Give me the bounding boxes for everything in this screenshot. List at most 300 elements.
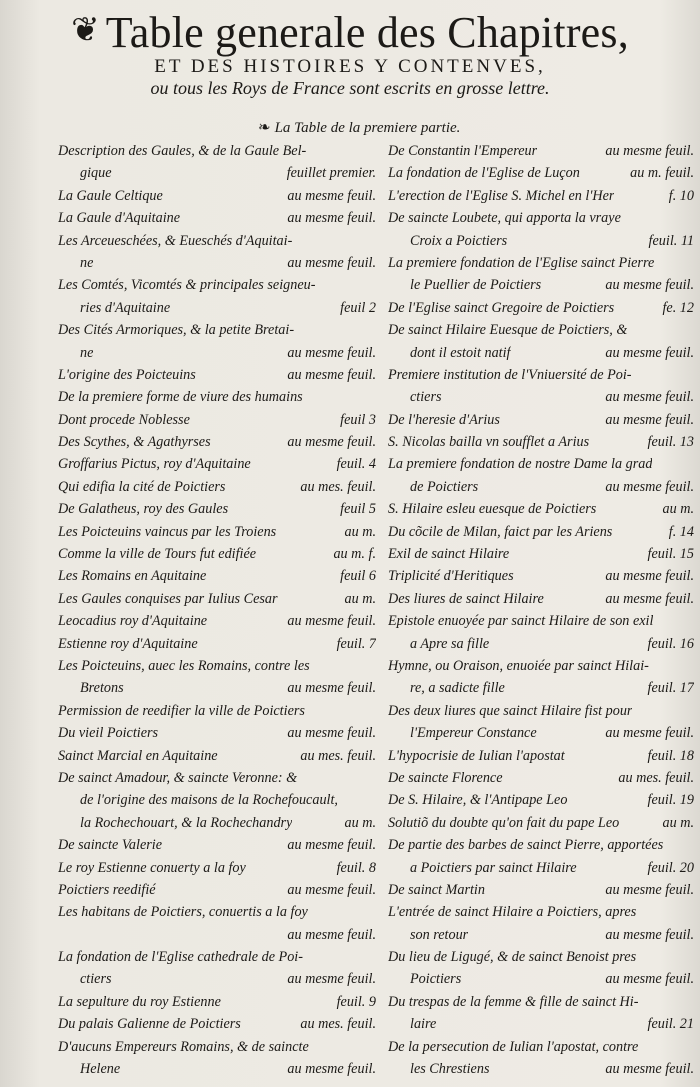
index-entry	[58, 565, 376, 587]
index-entry	[58, 879, 376, 901]
entry-folio-ref	[686, 901, 694, 923]
index-entry	[58, 364, 376, 386]
entry-line	[388, 252, 694, 274]
entry-line	[58, 1036, 376, 1058]
entry-text: De la premiere forme de viure des humains	[58, 389, 303, 406]
entry-folio-ref: feuil. 4	[336, 456, 376, 473]
entry-text: Sainct Marcial en Aquitaine	[58, 747, 218, 764]
index-entry	[388, 789, 694, 811]
entry-text: Les Romains en Aquitaine	[58, 568, 207, 585]
entry-line	[388, 476, 694, 498]
entry-text: Du cõcile de Milan, faict par les Ariens	[388, 523, 613, 540]
entry-line	[58, 185, 376, 207]
entry-text: Du lieu de Ligugé, & de sainct Benoist pres	[388, 949, 637, 966]
entry-folio-ref	[686, 700, 694, 722]
index-entry	[58, 834, 376, 856]
entry-line	[58, 409, 376, 431]
entry-line	[58, 476, 376, 498]
index-entry	[388, 252, 694, 297]
entry-text: La fondation de l'Eglise de Luçon	[388, 165, 580, 182]
entry-text: Hymne, ou Oraison, enuoiée par sainct Hilai-	[388, 657, 649, 674]
subtitle: ET DES HISTOIRES Y CONTENVES,	[154, 56, 546, 77]
entry-folio-ref: au m.	[344, 590, 376, 607]
entry-text: ctiers	[410, 389, 442, 406]
entry-folio-ref	[368, 789, 376, 811]
index-entry	[58, 610, 376, 632]
index-entry	[58, 1036, 376, 1081]
entry-text: D'aucuns Empereurs Romains, & de saincte	[58, 1038, 309, 1055]
entry-folio-ref: feuil. 9	[336, 993, 376, 1010]
entry-line	[58, 431, 376, 453]
entry-line	[58, 162, 376, 184]
entry-folio-ref: au mesme feuil.	[287, 971, 376, 988]
entry-text: Du trespas de la femme & fille de sainct Hi-	[388, 993, 639, 1010]
entry-text: De Constantin l'Empereur	[388, 143, 538, 159]
entry-folio-ref: au mesme feuil.	[287, 1061, 376, 1078]
entry-line	[58, 565, 376, 587]
index-entry	[58, 767, 376, 834]
entry-line	[388, 901, 694, 923]
index-entry	[388, 1036, 694, 1081]
index-entry	[388, 700, 694, 745]
index-entry	[388, 521, 694, 543]
entry-text: S. Nicolas bailla vn soufflet a Arius	[388, 434, 590, 451]
entry-folio-ref: au mesme feuil.	[605, 1061, 694, 1078]
entry-folio-ref: au mesme feuil.	[605, 143, 694, 159]
entry-text: Le roy Estienne conuerty a la foy	[58, 859, 246, 876]
index-entry	[58, 1013, 376, 1035]
entry-text: Bretons	[80, 680, 124, 697]
index-entry	[58, 140, 376, 185]
entry-line	[58, 677, 376, 699]
entry-text: La premiere fondation de l'Eglise sainct Pierre	[388, 254, 655, 271]
entry-text: Les Comtés, Vicomtés & principales seigneu-	[58, 277, 316, 294]
entry-folio-ref	[686, 453, 694, 475]
entry-folio-ref: au mesme feuil.	[287, 254, 376, 271]
entry-line	[58, 857, 376, 879]
entry-line	[388, 140, 694, 162]
entry-folio-ref: feuil 6	[340, 568, 376, 585]
entry-folio-ref	[368, 767, 376, 789]
entry-text: L'hypocrisie de Iulian l'apostat	[388, 747, 565, 764]
entry-line	[58, 655, 376, 677]
entry-text: De partie des barbes de sainct Pierre, apportées	[388, 837, 664, 854]
entry-line	[58, 364, 376, 386]
entry-line	[58, 140, 376, 162]
index-entry	[58, 946, 376, 991]
entry-line	[58, 879, 376, 901]
entry-line	[388, 1013, 694, 1035]
entry-folio-ref: f. 14	[668, 523, 694, 540]
index-entry	[388, 655, 694, 700]
entry-line	[58, 610, 376, 632]
entry-line	[388, 386, 694, 408]
entry-text: Des deux liures que sainct Hilaire fist pour	[388, 702, 633, 719]
entry-folio-ref: au m.	[662, 501, 694, 518]
entry-line	[58, 1013, 376, 1035]
entry-folio-ref: feuil. 11	[648, 232, 694, 249]
page-header	[0, 6, 700, 99]
entry-line	[388, 498, 694, 520]
entry-line	[388, 364, 694, 386]
entry-text: Permission de reedifier la ville de Poictiers	[58, 702, 305, 719]
entry-text: de Poictiers	[410, 478, 479, 495]
entry-text: Helene	[80, 1061, 121, 1078]
entry-line	[58, 1058, 376, 1080]
entry-text: De saincte Florence	[388, 769, 503, 786]
entry-folio-ref: au mesme feuil.	[605, 389, 694, 406]
entry-line	[388, 745, 694, 767]
entry-text: Estienne roy d'Aquitaine	[58, 635, 198, 652]
entry-text: De S. Hilaire, & l'Antipape Leo	[388, 792, 568, 809]
entry-line	[388, 812, 694, 834]
index-entry	[58, 185, 376, 207]
index-entry	[58, 498, 376, 520]
entry-folio-ref: au m.	[344, 523, 376, 540]
entry-line	[58, 230, 376, 252]
entry-folio-ref	[368, 1036, 376, 1058]
entry-text: Premiere institution de l'Vniuersité de Poi-	[388, 366, 632, 383]
entry-folio-ref	[368, 386, 376, 408]
index-entry	[58, 521, 376, 543]
entry-line	[58, 297, 376, 319]
index-entry	[388, 901, 694, 946]
entry-folio-ref: au mes. feuil.	[618, 769, 694, 786]
entry-text: Poictiers reedifié	[58, 881, 156, 898]
entry-folio-ref: au mesme feuil.	[605, 344, 694, 361]
title-text: Table generale des Chapitres,	[105, 8, 629, 57]
entry-folio-ref: f. 10	[668, 187, 694, 204]
index-entry	[388, 946, 694, 991]
entry-line	[388, 924, 694, 946]
entry-text: De Galatheus, roy des Gaules	[58, 501, 229, 518]
entry-text: a Poictiers par sainct Hilaire	[410, 859, 577, 876]
entry-line	[58, 252, 376, 274]
entry-folio-ref	[686, 610, 694, 632]
left-column	[58, 140, 376, 1080]
entry-text: ries d'Aquitaine	[80, 299, 171, 316]
entry-line	[388, 565, 694, 587]
entry-line	[388, 655, 694, 677]
entry-line	[388, 521, 694, 543]
entry-line	[388, 588, 694, 610]
entry-text: La premiere fondation de nostre Dame la grad	[388, 456, 653, 473]
entry-folio-ref	[368, 319, 376, 341]
entry-folio-ref	[686, 834, 694, 856]
entry-line	[58, 834, 376, 856]
entry-line	[58, 946, 376, 968]
entry-text: L'origine des Poicteuins	[58, 366, 196, 383]
entry-folio-ref: feuil. 7	[336, 635, 376, 652]
entry-line	[388, 1058, 694, 1080]
entry-folio-ref: au m. feuil.	[630, 165, 694, 182]
right-column	[388, 140, 694, 1080]
index-entry	[58, 588, 376, 610]
index-entry	[58, 207, 376, 229]
entry-folio-ref: feuil. 17	[647, 680, 694, 697]
entry-line	[388, 857, 694, 879]
entry-folio-ref	[368, 274, 376, 296]
index-entry	[58, 543, 376, 565]
entry-folio-ref	[368, 140, 376, 162]
entry-folio-ref	[686, 364, 694, 386]
entry-text: Du palais Galienne de Poictiers	[58, 1016, 241, 1033]
entry-text: laire	[410, 1016, 437, 1033]
entry-text: l'Empereur Constance	[410, 725, 537, 742]
entry-line	[58, 342, 376, 364]
index-entry	[388, 543, 694, 565]
entry-folio-ref	[368, 230, 376, 252]
entry-text: ne	[80, 254, 94, 271]
entry-folio-ref: feuil. 13	[647, 434, 694, 451]
entry-folio-ref: au mesme feuil.	[287, 881, 376, 898]
entry-line	[388, 453, 694, 475]
index-entry	[58, 745, 376, 767]
index-entry	[388, 431, 694, 453]
entry-folio-ref	[686, 946, 694, 968]
entry-text: L'entrée de sainct Hilaire a Poictiers, apres	[388, 904, 637, 921]
entry-folio-ref: au mesme feuil.	[605, 971, 694, 988]
entry-folio-ref: au mes. feuil.	[300, 478, 376, 495]
entry-folio-ref: au mesme feuil.	[287, 926, 376, 943]
index-entry	[58, 633, 376, 655]
entry-folio-ref: feuil 5	[340, 501, 376, 518]
entry-text: Groffarius Pictus, roy d'Aquitaine	[58, 456, 251, 473]
entry-text: dont il estoit natif	[410, 344, 511, 361]
entry-text: Les Gaules conquises par Iulius Cesar	[58, 590, 278, 607]
entry-text: Exil de sainct Hilaire	[388, 546, 510, 563]
entry-folio-ref: feuil 2	[340, 299, 376, 316]
entry-line	[58, 745, 376, 767]
index-entry	[58, 453, 376, 475]
entry-text: Comme la ville de Tours fut edifiée	[58, 546, 257, 563]
index-entry	[388, 588, 694, 610]
index-entry	[388, 610, 694, 655]
index-entry	[388, 140, 694, 162]
entry-line	[58, 901, 376, 923]
entry-line	[388, 968, 694, 990]
entry-folio-ref: fe. 12	[662, 299, 694, 316]
entry-line	[58, 812, 376, 834]
entry-line	[58, 991, 376, 1013]
index-entry	[388, 767, 694, 789]
entry-line	[388, 230, 694, 252]
index-entry	[58, 700, 376, 722]
entry-line	[58, 498, 376, 520]
index-entry	[58, 386, 376, 408]
entry-line	[388, 274, 694, 296]
index-entry	[58, 901, 376, 946]
entry-text: La fondation de l'Eglise cathedrale de Poi-	[58, 949, 303, 966]
entry-text: re, a sadicte fille	[410, 680, 505, 697]
index-entry	[388, 364, 694, 409]
entry-folio-ref	[368, 700, 376, 722]
entry-folio-ref: feuil. 16	[647, 635, 694, 652]
entry-text: Les Poicteuins vaincus par les Troiens	[58, 523, 277, 540]
entry-text: La Gaule Celtique	[58, 187, 163, 204]
index-entry	[388, 162, 694, 184]
entry-folio-ref: au mesme feuil.	[287, 434, 376, 451]
entry-text: De sainct Amadour, & saincte Veronne: &	[58, 769, 298, 786]
entry-text: Poictiers	[410, 971, 462, 988]
entry-folio-ref: au mesme feuil.	[605, 725, 694, 742]
entry-line	[58, 968, 376, 990]
entry-text: Solutiõ du doubte qu'on fait du pape Leo	[388, 814, 620, 831]
index-entry	[388, 498, 694, 520]
entry-line	[388, 610, 694, 632]
entry-text: De la persecution de Iulian l'apostat, contre	[388, 1038, 639, 1055]
entry-line	[58, 767, 376, 789]
entry-folio-ref: au mesme feuil.	[287, 725, 376, 742]
entry-folio-ref: au mesme feuil.	[287, 680, 376, 697]
entry-line	[58, 700, 376, 722]
index-entry	[388, 453, 694, 498]
entry-text: L'erection de l'Eglise S. Michel en l'Her	[388, 187, 615, 204]
index-entry	[58, 409, 376, 431]
page-title	[0, 6, 700, 58]
entry-text: Description des Gaules, & de la Gaule Bel-	[58, 143, 307, 159]
entry-line	[58, 207, 376, 229]
entry-line	[388, 207, 694, 229]
entry-text: Du vieil Poictiers	[58, 725, 159, 742]
entry-folio-ref: au mesme feuil.	[287, 344, 376, 361]
index-entry	[388, 319, 694, 364]
entry-folio-ref: feuillet premier.	[286, 165, 376, 182]
entry-folio-ref	[686, 207, 694, 229]
entry-line	[388, 946, 694, 968]
index-entry	[58, 431, 376, 453]
index-entry	[388, 185, 694, 207]
entry-folio-ref: au m.	[662, 814, 694, 831]
entry-folio-ref	[368, 901, 376, 923]
leaf-ornament-icon: ❧	[258, 120, 271, 136]
entry-folio-ref: feuil 3	[340, 411, 376, 428]
index-entry	[58, 476, 376, 498]
entry-folio-ref: feuil. 19	[647, 792, 694, 809]
entry-text: Croix a Poictiers	[410, 232, 508, 249]
index-entry	[58, 655, 376, 700]
index-entry	[388, 297, 694, 319]
entry-text: S. Hilaire esleu euesque de Poictiers	[388, 501, 597, 518]
entry-folio-ref: au m. f.	[333, 546, 376, 563]
entry-folio-ref: au mesme feuil.	[287, 613, 376, 630]
entry-line	[388, 319, 694, 341]
index-entry	[388, 745, 694, 767]
entry-line	[388, 789, 694, 811]
entry-text: le Puellier de Poictiers	[410, 277, 542, 294]
entry-folio-ref	[686, 1036, 694, 1058]
index-entry	[388, 207, 694, 252]
entry-folio-ref: au mesme feuil.	[605, 881, 694, 898]
entry-line	[58, 789, 376, 811]
entry-text: Dont procede Noblesse	[58, 411, 190, 428]
entry-folio-ref: au mesme feuil.	[605, 478, 694, 495]
entry-folio-ref: au mesme feuil.	[605, 411, 694, 428]
entry-text: ne	[80, 344, 94, 361]
entry-folio-ref: feuil. 21	[647, 1016, 694, 1033]
part-title	[258, 118, 460, 137]
entry-folio-ref: feuil. 20	[647, 859, 694, 876]
entry-text: Les Arceueschées, & Eueschés d'Aquitai-	[58, 232, 293, 249]
index-entry	[58, 991, 376, 1013]
entry-line	[388, 297, 694, 319]
entry-text: de l'origine des maisons de la Rochefoucault,	[80, 792, 338, 809]
entry-line	[58, 453, 376, 475]
entry-line	[58, 521, 376, 543]
entry-line	[388, 1036, 694, 1058]
entry-text: La sepulture du roy Estienne	[58, 993, 221, 1010]
entry-folio-ref: au mesme feuil.	[605, 590, 694, 607]
entry-text: La Gaule d'Aquitaine	[58, 210, 181, 227]
entry-text: Triplicité d'Heritiques	[388, 568, 514, 585]
index-entry	[388, 812, 694, 834]
index-entry	[58, 722, 376, 744]
index-entry	[58, 230, 376, 275]
entry-text: Des liures de sainct Hilaire	[388, 590, 544, 607]
entry-folio-ref: au mesme feuil.	[287, 366, 376, 383]
entry-folio-ref: au mes. feuil.	[300, 1016, 376, 1033]
index-entry	[388, 409, 694, 431]
entry-line	[388, 409, 694, 431]
entry-text: Des Scythes, & Agathyrses	[58, 434, 211, 451]
entry-line	[58, 722, 376, 744]
entry-line	[58, 386, 376, 408]
entry-folio-ref: au mesme feuil.	[605, 277, 694, 294]
entry-folio-ref: feuil. 15	[647, 546, 694, 563]
entry-folio-ref	[686, 655, 694, 677]
index-entry	[58, 319, 376, 364]
entry-text: Des Cités Armoriques, & la petite Bretai-	[58, 322, 295, 339]
entry-line	[388, 879, 694, 901]
entry-text: son retour	[410, 926, 469, 943]
entry-line	[388, 185, 694, 207]
entry-line	[388, 431, 694, 453]
entry-text: a Apre sa fille	[410, 635, 490, 652]
entry-folio-ref	[686, 252, 694, 274]
entry-line	[388, 700, 694, 722]
entry-line	[388, 834, 694, 856]
entry-folio-ref	[686, 991, 694, 1013]
entry-folio-ref	[368, 655, 376, 677]
entry-folio-ref: au mesme feuil.	[605, 926, 694, 943]
entry-text: De l'heresie d'Arius	[388, 411, 500, 428]
index-entry	[58, 274, 376, 319]
entry-text: Leocadius roy d'Aquitaine	[58, 613, 208, 630]
entry-text: la Rochechouart, & la Rochechandry	[80, 814, 293, 831]
entry-text: De sainct Martin	[388, 881, 485, 898]
index-entry	[388, 879, 694, 901]
entry-text: De sainct Hilaire Euesque de Poictiers, &	[388, 322, 628, 339]
entry-line	[388, 342, 694, 364]
fleuron-ornament-icon: ❦	[71, 12, 100, 49]
index-entry	[388, 565, 694, 587]
entry-text: De saincte Loubete, qui apporta la vraye	[388, 210, 621, 227]
entry-folio-ref: au mes. feuil.	[300, 747, 376, 764]
entry-line	[58, 274, 376, 296]
index-entry	[58, 857, 376, 879]
entry-text: ctiers	[80, 971, 112, 988]
entry-line	[388, 677, 694, 699]
entry-text: Les Poicteuins, auec les Romains, contre les	[58, 657, 310, 674]
entry-text: De saincte Valerie	[58, 837, 163, 854]
entry-text: les Chrestiens	[410, 1061, 490, 1078]
part-title-text: La Table de la premiere partie.	[274, 120, 461, 136]
entry-folio-ref: au mesme feuil.	[287, 210, 376, 227]
entry-line	[58, 633, 376, 655]
entry-line	[58, 319, 376, 341]
entry-folio-ref: au mesme feuil.	[287, 187, 376, 204]
entry-folio-ref	[686, 319, 694, 341]
